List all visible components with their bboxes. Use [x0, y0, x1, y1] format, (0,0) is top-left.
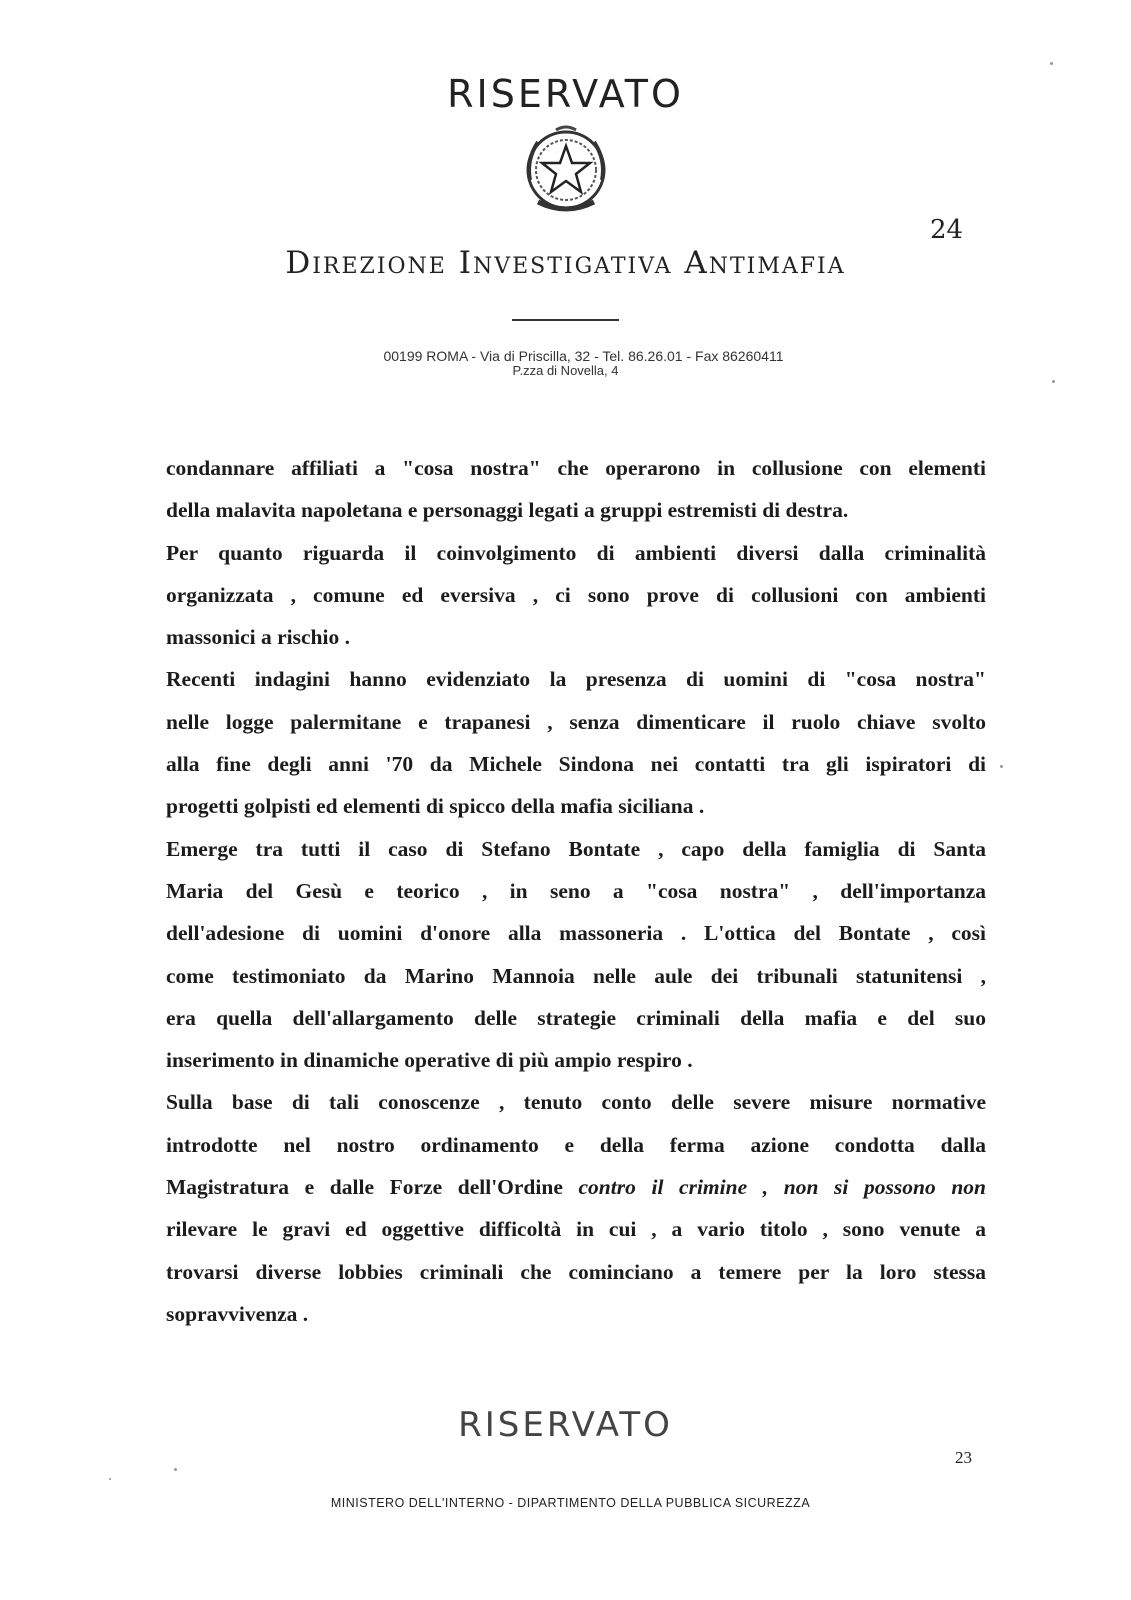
body-line: nelle logge palermitane e trapanesi , senza dimenticare il ruolo chiave svolto — [166, 709, 986, 734]
body-line-italic: Magistratura e dalle Forze dell'Ordine contro il crimine , non si possono non — [166, 1175, 986, 1200]
italic-phrase: contro il crimine , non si possono non — [578, 1175, 986, 1200]
address-line-2: P.zza di Novella, 4 — [512, 363, 619, 378]
top-classification-stamp: RISERVATO — [447, 72, 684, 116]
ministry-footer: MINISTERO DELL'INTERNO - DIPARTIMENTO DELLA PUBBLICA SICUREZZA — [330, 1496, 811, 1510]
scan-speck — [1050, 62, 1053, 65]
body-line: come testimoniato da Marino Mannoia nelle aule dei tribunali statunitensi , — [166, 963, 986, 988]
handwritten-page-number: 24 — [930, 215, 964, 245]
scan-speck — [1052, 380, 1055, 383]
body-line: organizzata , comune ed eversiva , ci sono prove di collusioni con ambienti — [166, 582, 986, 607]
address-line-1: 00199 ROMA - Via di Priscilla, 32 - Tel. 86.26.01 - Fax 86260411 — [383, 348, 784, 364]
bottom-classification-stamp: RISERVATO — [458, 1405, 673, 1445]
body-line: sopravvivenza . — [166, 1301, 309, 1326]
body-line: progetti golpisti ed elementi di spicco della mafia siciliana . — [166, 794, 705, 819]
page-number: 23 — [955, 1448, 972, 1467]
body-line: Sulla base di tali conoscenze , tenuto conto delle severe misure normative — [166, 1090, 986, 1115]
body-line: massonici a rischio . — [166, 625, 350, 650]
body-line: condannare affiliati a "cosa nostra" che operarono in collusione con elementi — [166, 456, 986, 480]
republic-emblem-icon — [516, 120, 616, 220]
body-line: trovarsi diverse lobbies criminali che cominciano a temere per la loro stessa — [166, 1259, 986, 1284]
scan-speck — [109, 1478, 111, 1480]
body-line: era quella dell'allargamento delle strategie criminali della mafia e del suo — [166, 1005, 986, 1030]
body-line: della malavita napoletana e personaggi legati a gruppi estremisti di destra. — [166, 498, 849, 523]
header-divider — [512, 319, 619, 321]
scan-speck — [174, 1468, 177, 1471]
body-text — [166, 447, 986, 1335]
body-line: Per quanto riguarda il coinvolgimento di ambienti diversi dalla criminalità — [166, 540, 986, 565]
body-line: Emerge tra tutti il caso di Stefano Bontate , capo della famiglia di Santa — [166, 836, 986, 861]
body-line: Recenti indagini hanno evidenziato la presenza di uomini di "cosa nostra" — [166, 667, 986, 692]
body-line: introdotte nel nostro ordinamento e della ferma azione condotta dalla — [166, 1132, 986, 1157]
department-title: Direzione Investigativa Antimafia — [285, 245, 846, 281]
body-line: alla fine degli anni '70 da Michele Sindona nei contatti tra gli ispiratori di — [166, 752, 986, 777]
body-line: Maria del Gesù e teorico , in seno a "cosa nostra" , dell'importanza — [166, 878, 986, 903]
body-line: rilevare le gravi ed oggettive difficoltà in cui , a vario titolo , sono venute a — [166, 1217, 986, 1242]
body-line: dell'adesione di uomini d'onore alla massoneria . L'ottica del Bontate , così — [166, 921, 986, 946]
body-line: inserimento in dinamiche operative di più ampio respiro . — [166, 1048, 693, 1073]
scan-speck — [1000, 765, 1003, 768]
